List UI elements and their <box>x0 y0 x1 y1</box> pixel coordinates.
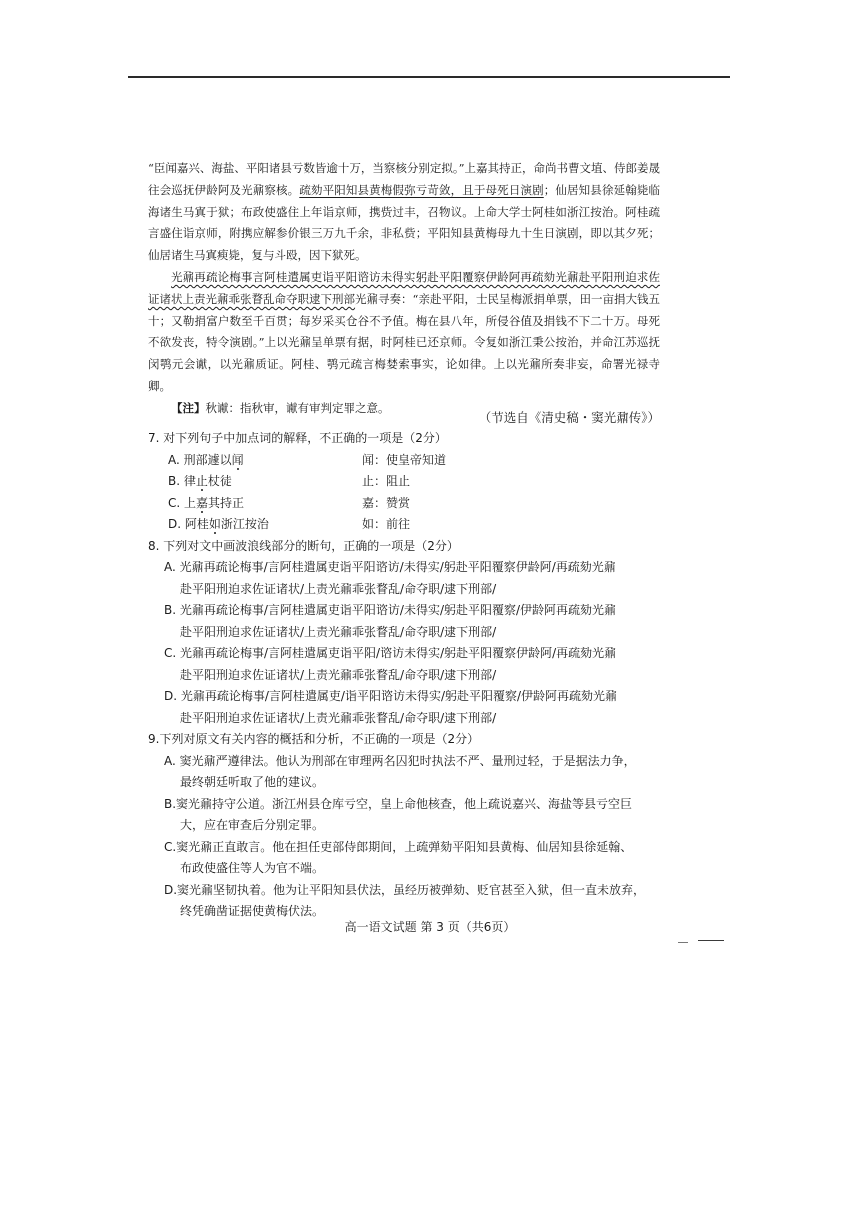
question-8-stem: 8. 下列对文中画波浪线部分的断句，正确的一项是（2分） <box>148 538 459 553</box>
option-line: C.窦光鼐正直敢言。他在担任吏部侍郎期间，上疏弹劾平阳知县黄梅、仙居知县徐延翰、 <box>164 839 633 854</box>
option-line: D.窦光鼐坚韧执着。他为让平阳知县伏法，虽经历被弹劾、贬官甚至入狱，但一直未放弃， <box>164 882 646 897</box>
passage-text: 光鼐寻奏：“亲赴平阳，士民呈梅派捐单票，田一亩捐大钱五十；又勒捐富户数至千百贯；每岁采买仓谷不予值。梅在县八年，所侵谷值及捐钱不下二十万。母死不欲发丧，特令演剧。”上以光鼐呈单票有据，时阿桂已还京师。令复如浙江秉公按治，并命江苏巡抚闵鹗元会谳，以光鼐质证。阿桂、鹗元疏言梅婪索事实，论如律。上以光鼐所奏非妄，命署光禄寺卿。 <box>148 291 660 393</box>
question-8-option-d <box>164 686 668 729</box>
option-gloss: 如：前往 <box>362 517 411 531</box>
option-text: 其持正 <box>208 495 245 510</box>
question-9-stem: 9.下列对原文有关内容的概括和分析，不正确的一项是（2分） <box>148 732 480 746</box>
page-footer: 高一语文试题 第 3 页（共6页） <box>344 920 516 934</box>
note-text: 秋谳：指秋审，谳有审判定罪之意。 <box>205 400 390 415</box>
passage-text: ；仙居知县徐延翰毙临海诸生马寘于狱；布政使盛住上年诣京师，携赀过丰，召物议。上命大学士阿桂如浙江按治。阿桂疏言盛住诣京师，附携应解参价银三万九千余，非私赀；平阳知县黄梅母九十生日演剧，即以其夕死；仙居诸生马寘瘐毙，复与斗殴，因下狱死。 <box>148 182 661 263</box>
note-tag: 【注】 <box>171 400 206 415</box>
passage-text: “臣闻嘉兴、海盐、平阳诸县亏数皆逾十万，当察核分别定拟。”上嘉其持正，命尚书曹文埴、侍郎姜晟往会巡抚伊龄阿及光鼐察核。 <box>148 161 661 197</box>
option-line: 赴平阳刑迫求佐证诸状/上责光鼐乖张瞀乱/命夺职/逮下刑部/ <box>180 624 497 639</box>
wavy-underlined-passage: 光鼐再疏论梅事言阿桂遣属吏诣平阳谘访未得实躬赴平阳覆察伊龄阿再疏劾光鼐赴平阳刑迫求佐证诸状上责光鼐乖张瞀乱命夺职逮下刑部 <box>148 269 660 306</box>
dotted-word: 嘉 <box>196 495 209 510</box>
option-sentence <box>168 450 362 472</box>
option-line: B. 光鼐再疏论梅事/言阿桂遣属吏诣平阳谘访/未得实/躬赴平阳覆察/伊龄阿再疏劾光鼐 <box>164 603 617 617</box>
dotted-word: 如 <box>208 517 221 531</box>
option-line: 赴平阳刑迫求佐证诸状/上责光鼐乖张瞀乱/命夺职/逮下刑部/ <box>180 581 497 596</box>
option-line: A. 窦光鼐严遵律法。他认为刑部在审理两名囚犯时执法不严、量刑过轻，于是据法力争， <box>164 753 636 768</box>
option-line: A. 光鼐再疏论梅事/言阿桂遣属吏诣平阳谘访/未得实/躬赴平阳覆察伊龄阿/再疏劾光鼐 <box>164 560 616 574</box>
question-7-stem: 7. 对下列句子中加点词的解释，不正确的一项是（2分） <box>148 431 447 445</box>
option-gloss: 闻：使皇帝知道 <box>362 452 447 467</box>
question-9-option-d <box>164 880 668 923</box>
dotted-word: 闻 <box>231 452 244 467</box>
option-line: 终凭确凿证据使黄梅伏法。 <box>180 904 325 918</box>
option-line: B.窦光鼐持守公道。浙江州县仓库亏空，皇上命他核查，他上疏说嘉兴、海盐等县亏空巨 <box>164 796 633 811</box>
underlined-sentence: 疏劾平阳知县黄梅假弥亏苛敛，且于母死日演剧 <box>299 182 544 197</box>
scan-artifact <box>698 940 724 941</box>
option-sentence <box>168 493 362 515</box>
option-line: 赴平阳刑迫求佐证诸状/上责光鼐乖张瞀乱/命夺职/逮下刑部/ <box>180 667 497 682</box>
option-line: 大，应在审查后分别定罪。 <box>180 818 325 832</box>
option-line: 布政使盛住等人为官不端。 <box>180 861 325 875</box>
question-7-option-d <box>168 514 668 536</box>
option-sentence <box>168 514 362 536</box>
question-7-option-c <box>168 493 668 515</box>
question-7-option-a <box>168 450 668 472</box>
question-8-option-c <box>164 643 668 686</box>
option-text: 浙江按治 <box>220 517 269 531</box>
question-9-option-b <box>164 794 668 837</box>
option-gloss: 止：阻止 <box>362 474 411 488</box>
option-text: 杖徒 <box>207 474 232 488</box>
reading-passage <box>148 158 660 420</box>
source-citation: （节选自《清史稿・窦光鼐传》） <box>478 410 660 425</box>
questions-section <box>148 428 668 923</box>
passage-paragraph-1 <box>148 158 660 267</box>
dotted-word: 止 <box>195 474 208 488</box>
option-text: C. 上 <box>168 495 197 510</box>
question-8-option-b <box>164 600 668 643</box>
question-9-option-c <box>164 837 668 880</box>
option-text: B. 律 <box>168 474 196 488</box>
question-7-option-b <box>168 471 668 493</box>
passage-paragraph-2 <box>148 267 660 398</box>
option-text: A. 刑部遽以 <box>168 452 232 467</box>
option-sentence <box>168 471 362 493</box>
option-line: 赴平阳刑迫求佐证诸状/上责光鼐乖张瞀乱/命夺职/逮下刑部/ <box>180 710 497 725</box>
header-rule <box>128 76 730 78</box>
question-9-option-a <box>164 751 668 794</box>
option-line: C. 光鼐再疏论梅事/言阿桂遣属吏诣平阳/谘访未得实/躬赴平阳覆察伊龄阿/再疏劾光鼐 <box>164 646 617 660</box>
scan-artifact <box>678 942 688 943</box>
option-text: D. 阿桂 <box>168 517 209 531</box>
option-line: 最终朝廷听取了他的建议。 <box>180 775 325 789</box>
question-8-option-a <box>164 557 668 600</box>
option-line: D. 光鼐再疏论梅事/言阿桂遣属吏/诣平阳谘访未得实/躬赴平阳覆察/伊龄阿再疏劾光鼐 <box>164 689 618 703</box>
option-gloss: 嘉：赞赏 <box>362 495 411 510</box>
